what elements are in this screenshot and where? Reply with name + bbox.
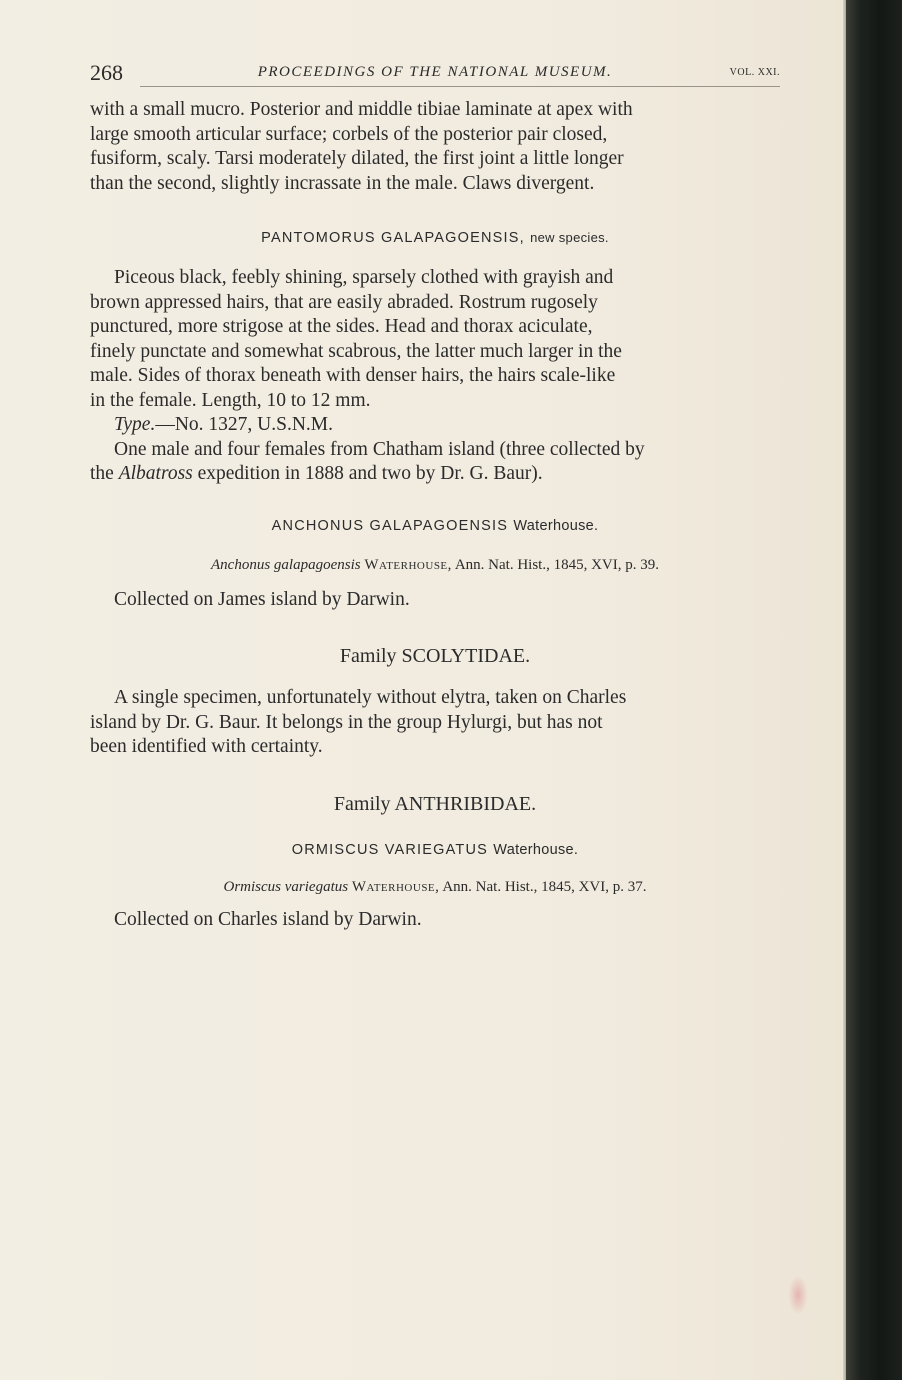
species-heading-pantomorus <box>90 230 780 246</box>
page-number: 268 <box>90 60 123 85</box>
paper-stain <box>788 1275 808 1315</box>
text-line: Piceous black, feebly shining, sparsely clothed with grayish and <box>114 267 614 288</box>
species-name: ORMISCUS VARIEGATUS <box>291 842 489 858</box>
species-reference <box>90 879 780 896</box>
ref-species: Anchonus galapagoensis <box>211 557 361 573</box>
ref-citation: Ann. Nat. Hist., 1845, XVI, p. 37. <box>442 879 647 895</box>
text-line: punctured, more strigose at the sides. Head and thorax aciculate, <box>90 316 593 337</box>
species-description <box>90 266 780 487</box>
ref-citation: Ann. Nat. Hist., 1845, XVI, p. 39. <box>454 557 659 573</box>
text-line: than the second, slightly incrassate in the male. Claws divergent. <box>90 172 595 194</box>
text-line: Collected on James island by Darwin. <box>114 589 410 610</box>
volume-label: VOL. XXI. <box>729 67 780 78</box>
text-line: island by Dr. G. Baur. It belongs in the group Hylurgi, but has not <box>90 711 603 733</box>
header-rule <box>140 86 780 87</box>
continued-paragraph <box>90 98 780 196</box>
ref-author: Waterhouse, <box>351 879 440 895</box>
text-line: A single specimen, unfortunately without elytra, taken on Charles <box>114 687 627 708</box>
type-label: Type. <box>114 414 156 435</box>
species-name: PANTOMORUS GALAPAGOENSIS, <box>261 230 525 246</box>
species-heading-anchonus <box>90 518 780 534</box>
text-line: brown appressed hairs, that are easily abraded. Rostrum rugosely <box>90 291 598 313</box>
text-line: finely punctate and somewhat scabrous, the latter much larger in the <box>90 340 622 362</box>
running-head: PROCEEDINGS OF THE NATIONAL MUSEUM. <box>257 64 613 80</box>
text-line: male. Sides of thorax beneath with denser hairs, the hairs scale-like <box>90 365 616 386</box>
text-span: the <box>90 463 119 484</box>
ref-author: Waterhouse, <box>364 557 452 573</box>
ref-species: Ormiscus variegatus <box>223 879 349 895</box>
collected-note <box>90 588 780 613</box>
species-heading-ormiscus <box>90 842 780 858</box>
collected-note <box>90 908 780 933</box>
text-line: large smooth articular surface; corbels of the posterior pair closed, <box>90 123 608 145</box>
ship-name: Albatross <box>118 463 193 484</box>
family-paragraph <box>90 686 780 760</box>
text-line: in the female. Length, 10 to 12 mm. <box>90 389 371 411</box>
text-span: expedition in 1888 and two by Dr. G. Baur). <box>192 463 543 484</box>
family-heading-anthribidae: Family ANTHRIBIDAE. <box>333 793 537 815</box>
collected-line <box>90 462 780 487</box>
type-line <box>90 413 780 438</box>
text-line: with a small mucro. Posterior and middle tibiae laminate at apex with <box>90 99 633 120</box>
text-line: One male and four females from Chatham island (three collected by <box>114 438 645 460</box>
species-note: new species. <box>530 230 609 245</box>
species-author: Waterhouse. <box>493 842 579 858</box>
family-heading-scolytidae: Family SCOLYTIDAE. <box>339 645 531 667</box>
text-line: been identified with certainty. <box>90 736 323 757</box>
species-reference <box>90 557 780 574</box>
book-binding <box>846 0 902 1380</box>
text-line: Collected on Charles island by Darwin. <box>114 909 422 930</box>
text-line: fusiform, scaly. Tarsi moderately dilated, the first joint a little longer <box>90 148 624 169</box>
type-text: —No. 1327, U.S.N.M. <box>155 414 334 435</box>
species-author: Waterhouse. <box>513 518 599 534</box>
species-name: ANCHONUS GALAPAGOENSIS <box>271 518 509 534</box>
